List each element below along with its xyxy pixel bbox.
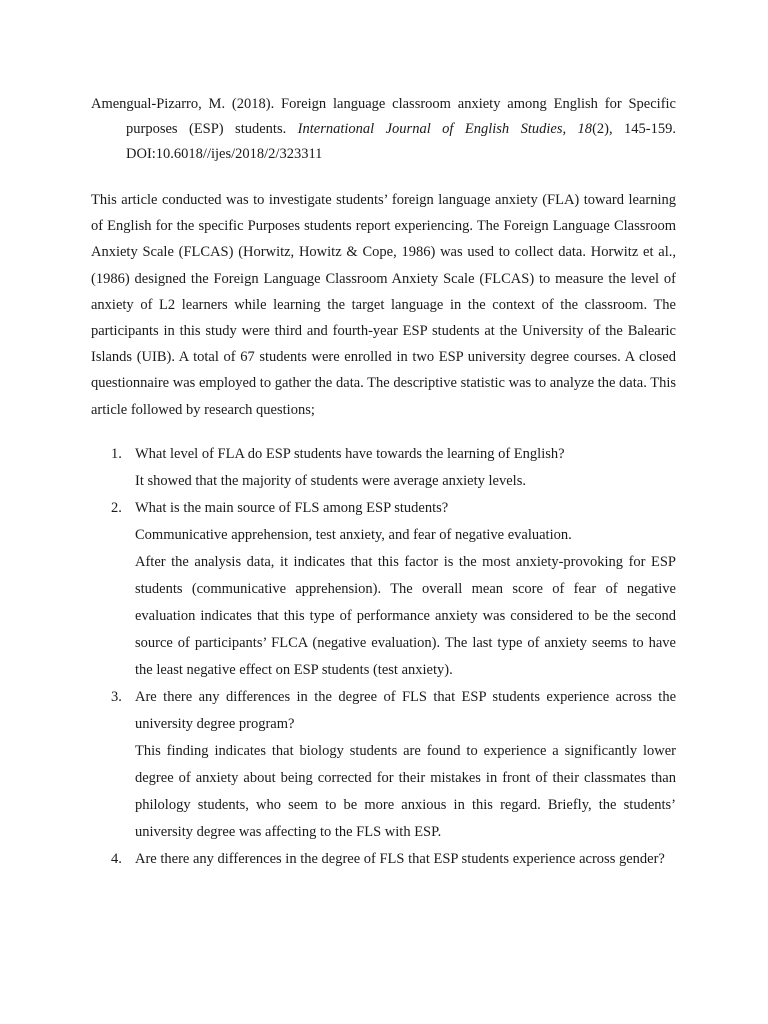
answer-text: After the analysis data, it indicates that this factor is the most anxiety-provoking for ESP students (communicative apprehension). The overall mean score of fear of negative evaluation indicates that this type of performance anxiety was considered to be the second source of participants’ FLCA (negative evaluation). The last type of anxiety seems to have the least negative effect on ESP students (test anxiety). <box>135 554 676 678</box>
reference-authors-title: Amengual-Pizarro, M. (2018). Foreign language classroom anxiety among English for Specific <box>91 96 676 112</box>
reference-doi: DOI:10.6018//ijes/2018/2/323311 <box>126 146 323 162</box>
question-text: What level of FLA do ESP students have towards the learning of English? <box>135 446 565 462</box>
answer-text: Communicative apprehension, test anxiety, and fear of negative evaluation. <box>135 527 572 543</box>
list-item <box>91 441 676 495</box>
answer-text: It showed that the majority of students were average anxiety levels. <box>135 473 526 489</box>
question-number: 3. <box>111 689 122 705</box>
reference-citation <box>91 92 676 167</box>
question-number: 1. <box>111 446 122 462</box>
list-item <box>91 684 676 846</box>
list-item <box>91 846 676 873</box>
reference-journal-line <box>91 117 676 142</box>
reference-title-cont: purposes (ESP) students. <box>126 121 298 137</box>
question-number: 2. <box>111 500 122 516</box>
question-number: 4. <box>111 851 122 867</box>
research-questions-list <box>91 441 676 873</box>
question-text: Are there any differences in the degree of FLS that ESP students experience across gender? <box>135 851 665 867</box>
list-item <box>91 495 676 684</box>
summary-paragraph: This article conducted was to investigate students’ foreign language anxiety (FLA) toward learning of English for the specific Purposes students report experiencing. The Foreign Language Classroom Anxiety Scale (FLCAS) (Horwitz, Howitz & Cope, 1986) was used to collect data. Horwitz et al., (1986) designed the Foreign Language Classroom Anxiety Scale (FLCAS) to measure the level of anxiety of L2 learners while learning the target language in the context of the classroom. The participants in this study were third and fourth-year ESP students at the University of the Balearic Islands (UIB). A total of 67 students were enrolled in two ESP university degree courses. A closed questionnaire was employed to gather the data. The descriptive statistic was to analyze the data. This article followed by research questions; <box>91 192 676 418</box>
question-text: Are there any differences in the degree of FLS that ESP students experience across the university degree program? <box>135 689 676 732</box>
answer-text: This finding indicates that biology students are found to experience a significantly lower degree of anxiety about being corrected for their mistakes in front of their classmates than philology students, who seem to be more anxious in this regard. Briefly, the students’ university degree was affecting to the FLS with ESP. <box>135 743 676 840</box>
question-text: What is the main source of FLS among ESP students? <box>135 500 449 516</box>
reference-journal: International Journal of English Studies, 18 <box>297 121 593 137</box>
reference-issue-pages: (2), 145-159. <box>592 121 676 137</box>
